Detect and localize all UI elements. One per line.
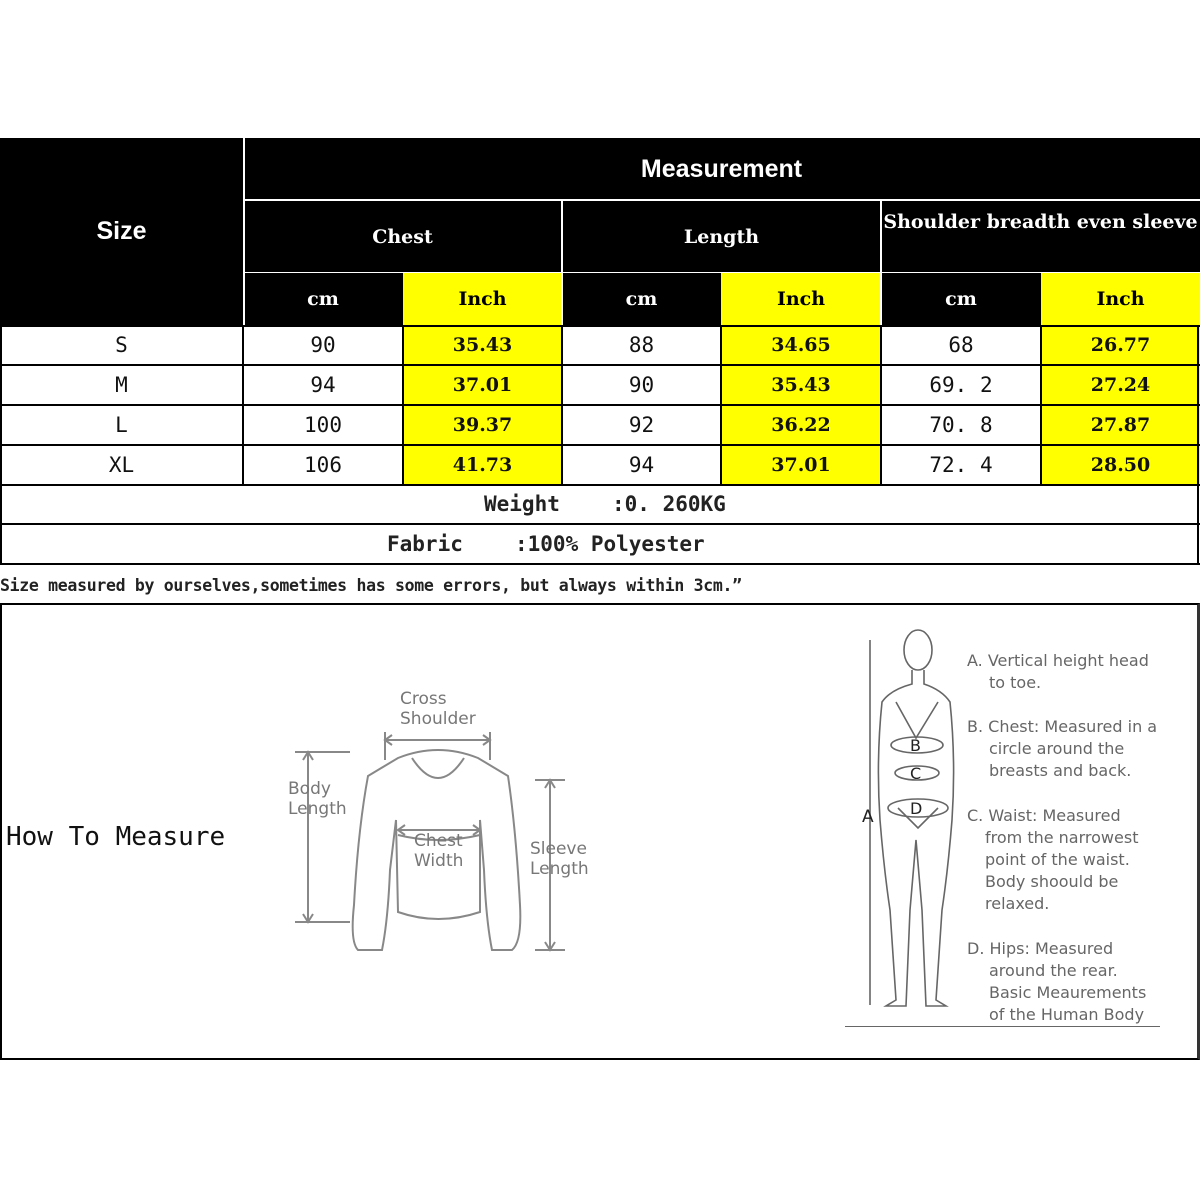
legend-b (967, 716, 1157, 782)
legend-a (967, 650, 1149, 694)
cross-label-1: Cross (400, 689, 447, 709)
chest-label-2: Width (414, 851, 464, 871)
how-to-measure-title: How To Measure (6, 822, 226, 852)
table-cell: 37.01 (403, 365, 562, 405)
fabric-label: Fabric (387, 532, 463, 556)
fabric-value: :100% Polyester (515, 532, 705, 556)
legend-line: breasts and back. (989, 761, 1132, 780)
shirt-diagram (280, 680, 610, 970)
table-cell: 94 (562, 445, 721, 485)
unit-cm-chest: cm (243, 273, 403, 325)
body-label-2: Length (288, 799, 347, 819)
table-cell: 35.43 (721, 365, 881, 405)
legend-line: A. Vertical height head (967, 651, 1149, 670)
legend-line: Body shoould be (985, 872, 1119, 891)
legend-line: C. Waist: Measured (967, 806, 1121, 825)
legend-line: relaxed. (985, 894, 1050, 913)
legend-line: circle around the (989, 739, 1125, 758)
letter-d: D (910, 799, 923, 818)
unit-cm-shoulder: cm (881, 273, 1041, 325)
shoulder-group-header: Shoulder breadth even sleeve (881, 201, 1200, 273)
legend-line: point of the waist. (985, 850, 1130, 869)
chest-group-header: Chest (243, 201, 562, 273)
table-cell: 90 (562, 365, 721, 405)
table-cell: 70. 8 (881, 405, 1041, 445)
measurement-header: Measurement (243, 138, 1200, 201)
table-row-size: M (0, 365, 243, 405)
table-cell: 92 (562, 405, 721, 445)
table-cell: 90 (243, 325, 403, 365)
legend-underline (845, 1026, 1160, 1027)
unit-inch-length: Inch (721, 273, 881, 325)
unit-inch-chest: Inch (403, 273, 562, 325)
sleeve-label-1: Sleeve (530, 839, 587, 859)
legend-d (967, 938, 1146, 1026)
weight-label: Weight (484, 492, 560, 516)
unit-inch-shoulder: Inch (1041, 273, 1200, 325)
legend-line: D. Hips: Measured (967, 939, 1114, 958)
legend-c (967, 805, 1138, 915)
legend-line: B. Chest: Measured in a (967, 717, 1158, 736)
table-cell: 94 (243, 365, 403, 405)
table-row-size: S (0, 325, 243, 365)
unit-cm-length: cm (562, 273, 721, 325)
sleeve-label-2: Length (530, 859, 589, 879)
table-cell: 36.22 (721, 405, 881, 445)
table-cell: 100 (243, 405, 403, 445)
table-cell: 37.01 (721, 445, 881, 485)
letter-a: A (862, 807, 874, 827)
table-row-size: XL (0, 445, 243, 485)
legend-line: Basic Meaurements (989, 983, 1147, 1002)
table-cell: 41.73 (403, 445, 562, 485)
size-note: Size measured by ourselves,sometimes has some errors, but always within 3cm.” (0, 576, 742, 595)
table-cell: 88 (562, 325, 721, 365)
table-cell: 26.77 (1041, 325, 1200, 365)
table-cell: 27.87 (1041, 405, 1200, 445)
table-cell: 39.37 (403, 405, 562, 445)
cross-label-2: Shoulder (400, 709, 476, 729)
table-cell: 27.24 (1041, 365, 1200, 405)
table-cell: 69. 2 (881, 365, 1041, 405)
table-cell: 35.43 (403, 325, 562, 365)
length-group-header: Length (562, 201, 881, 273)
table-cell: 106 (243, 445, 403, 485)
body-label-1: Body (288, 779, 331, 799)
table-cell: 34.65 (721, 325, 881, 365)
legend-line: from the narrowest (985, 828, 1139, 847)
legend-line: around the rear. (989, 961, 1118, 980)
legend-line: of the Human Body (989, 1005, 1145, 1024)
table-cell: 68 (881, 325, 1041, 365)
chest-label-1: Chest (414, 831, 463, 851)
size-header: Size (0, 138, 243, 325)
weight-value: :0. 260KG (612, 492, 726, 516)
table-cell: 72. 4 (881, 445, 1041, 485)
table-cell: 28.50 (1041, 445, 1200, 485)
letter-c: C (910, 764, 922, 783)
table-row-size: L (0, 405, 243, 445)
letter-b: B (910, 736, 921, 755)
body-diagram (850, 610, 970, 1020)
legend-line: to toe. (989, 673, 1042, 692)
